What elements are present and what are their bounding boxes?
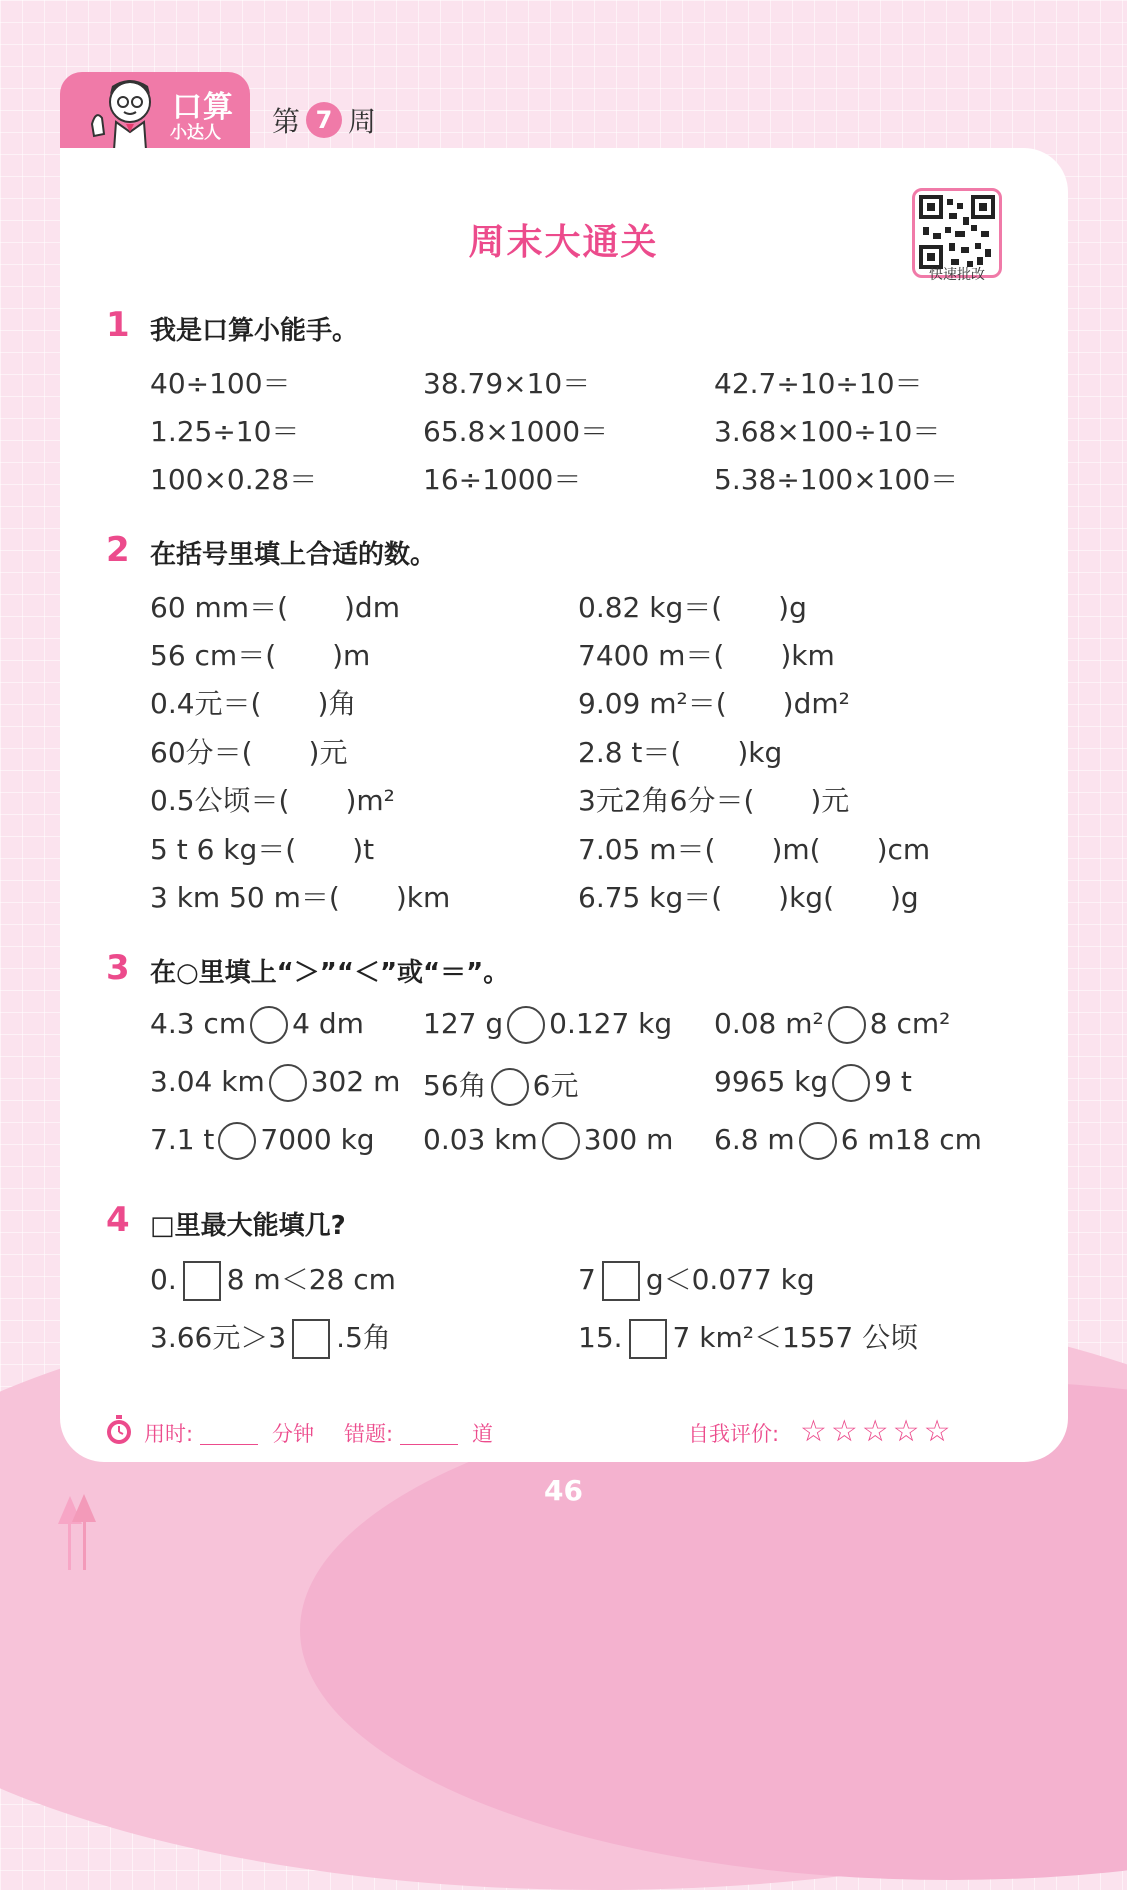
stopwatch-icon	[104, 1414, 134, 1446]
page-number: 46	[544, 1474, 583, 1507]
oral-calc-item: 40÷100＝	[150, 367, 291, 400]
compare-right: 6 m18 cm	[840, 1123, 982, 1156]
week-number-badge: 7	[306, 102, 342, 138]
section-3-title: 在○里填上“＞”“＜”或“＝”。	[150, 958, 510, 988]
oral-calc-item: 100×0.28＝	[150, 463, 318, 496]
compare-right: 6元	[532, 1069, 579, 1102]
section-2-title: 在括号里填上合适的数。	[150, 540, 437, 570]
compare-item	[714, 1122, 982, 1160]
compare-right: 4 dm	[292, 1007, 364, 1040]
errors-unit: 道	[472, 1422, 493, 1446]
compare-left: 3.04 km	[150, 1065, 265, 1098]
section-4-number: 4	[106, 1200, 130, 1240]
fill-blank-item: 7400 m＝( )km	[578, 639, 835, 672]
compare-circle[interactable]	[218, 1122, 256, 1160]
expr-prefix: 15.	[578, 1321, 623, 1354]
fill-blank-item: 60 mm＝( )dm	[150, 591, 400, 624]
compare-item	[150, 1122, 375, 1160]
oral-calc-item: 1.25÷10＝	[150, 415, 300, 448]
compare-left: 7.1 t	[150, 1123, 215, 1156]
fill-blank-item: 3元2角6分＝( )元	[578, 784, 850, 817]
answer-box[interactable]	[629, 1319, 667, 1359]
compare-item	[714, 1006, 950, 1044]
compare-circle[interactable]	[491, 1068, 529, 1106]
brand-title: 口算	[172, 90, 234, 125]
oral-calc-item: 42.7÷10÷10＝	[714, 367, 923, 400]
brand-subtitle: 小达人	[170, 123, 221, 143]
section-1-title: 我是口算小能手。	[150, 316, 359, 346]
rating-stars[interactable]: ☆☆☆☆☆	[800, 1414, 955, 1449]
compare-item	[423, 1006, 672, 1044]
compare-circle[interactable]	[507, 1006, 545, 1044]
time-label: 用时:	[144, 1422, 194, 1446]
compare-circle[interactable]	[799, 1122, 837, 1160]
answer-box[interactable]	[183, 1261, 221, 1301]
max-digit-item	[150, 1316, 391, 1359]
expr-suffix: .5角	[336, 1321, 391, 1354]
fill-blank-item: 0.5公顷＝( )m²	[150, 784, 395, 817]
compare-left: 56角	[423, 1069, 487, 1102]
fill-blank-item: 2.8 t＝( )kg	[578, 736, 783, 769]
oral-calc-item: 3.68×100÷10＝	[714, 415, 941, 448]
oral-calc-item: 5.38÷100×100＝	[714, 463, 959, 496]
fill-blank-item: 56 cm＝( )m	[150, 639, 371, 672]
compare-right: 302 m	[310, 1065, 401, 1098]
answer-box[interactable]	[602, 1261, 640, 1301]
expr-suffix: 7 km²＜1557 公顷	[672, 1321, 919, 1354]
fill-blank-item: 7.05 m＝( )m( )cm	[578, 833, 931, 866]
mascot-illustration	[82, 72, 172, 152]
fill-blank-item: 9.09 m²＝( )dm²	[578, 687, 850, 720]
compare-item	[714, 1064, 912, 1102]
errors-label: 错题:	[344, 1422, 394, 1446]
week-suffix: 周	[348, 105, 377, 138]
rating-label: 自我评价:	[688, 1422, 780, 1446]
qr-label: 快速批改	[929, 267, 985, 283]
compare-right: 300 m	[583, 1123, 674, 1156]
expr-prefix: 0.	[150, 1263, 177, 1296]
compare-right: 9 t	[874, 1065, 912, 1098]
fill-blank-item: 60分＝( )元	[150, 736, 348, 769]
section-4-title: □里最大能填几?	[150, 1211, 346, 1241]
answer-box[interactable]	[292, 1319, 330, 1359]
fill-blank-item: 0.4元＝( )角	[150, 687, 357, 720]
fill-blank-item: 3 km 50 m＝( )km	[150, 881, 451, 914]
tree-decoration-icon	[56, 1494, 100, 1570]
compare-left: 0.08 m²	[714, 1007, 824, 1040]
compare-circle[interactable]	[828, 1006, 866, 1044]
max-digit-item	[578, 1316, 918, 1359]
compare-item	[423, 1122, 673, 1160]
compare-left: 0.03 km	[423, 1123, 538, 1156]
time-unit: 分钟	[272, 1422, 314, 1446]
fill-blank-item: 5 t 6 kg＝( )t	[150, 833, 375, 866]
fill-blank-item: 0.82 kg＝( )g	[578, 591, 807, 624]
compare-circle[interactable]	[250, 1006, 288, 1044]
week-prefix: 第	[272, 105, 301, 138]
section-3-number: 3	[106, 948, 130, 988]
compare-item	[150, 1064, 400, 1102]
compare-right: 7000 kg	[260, 1123, 375, 1156]
expr-suffix: g＜0.077 kg	[645, 1263, 815, 1296]
compare-left: 6.8 m	[714, 1123, 795, 1156]
compare-circle[interactable]	[832, 1064, 870, 1102]
max-digit-item	[578, 1258, 815, 1301]
compare-left: 4.3 cm	[150, 1007, 247, 1040]
compare-right: 8 cm²	[869, 1007, 951, 1040]
compare-circle[interactable]	[542, 1122, 580, 1160]
oral-calc-item: 38.79×10＝	[423, 367, 591, 400]
compare-item	[150, 1006, 364, 1044]
max-digit-item	[150, 1258, 396, 1301]
compare-left: 9965 kg	[714, 1065, 829, 1098]
expr-suffix: 8 m＜28 cm	[226, 1263, 396, 1296]
section-1-number: 1	[106, 305, 130, 345]
week-label	[272, 100, 376, 140]
expr-prefix: 7	[578, 1263, 596, 1296]
compare-circle[interactable]	[269, 1064, 307, 1102]
oral-calc-item: 16÷1000＝	[423, 463, 582, 496]
errors-input[interactable]	[400, 1444, 458, 1445]
section-2-number: 2	[106, 530, 130, 570]
oral-calc-item: 65.8×1000＝	[423, 415, 609, 448]
compare-right: 0.127 kg	[549, 1007, 673, 1040]
fill-blank-item: 6.75 kg＝( )kg( )g	[578, 881, 919, 914]
page-title: 周末大通关	[468, 222, 659, 263]
time-input[interactable]	[200, 1444, 258, 1445]
compare-item	[423, 1064, 578, 1106]
expr-prefix: 3.66元＞3	[150, 1321, 287, 1354]
compare-left: 127 g	[423, 1007, 504, 1040]
